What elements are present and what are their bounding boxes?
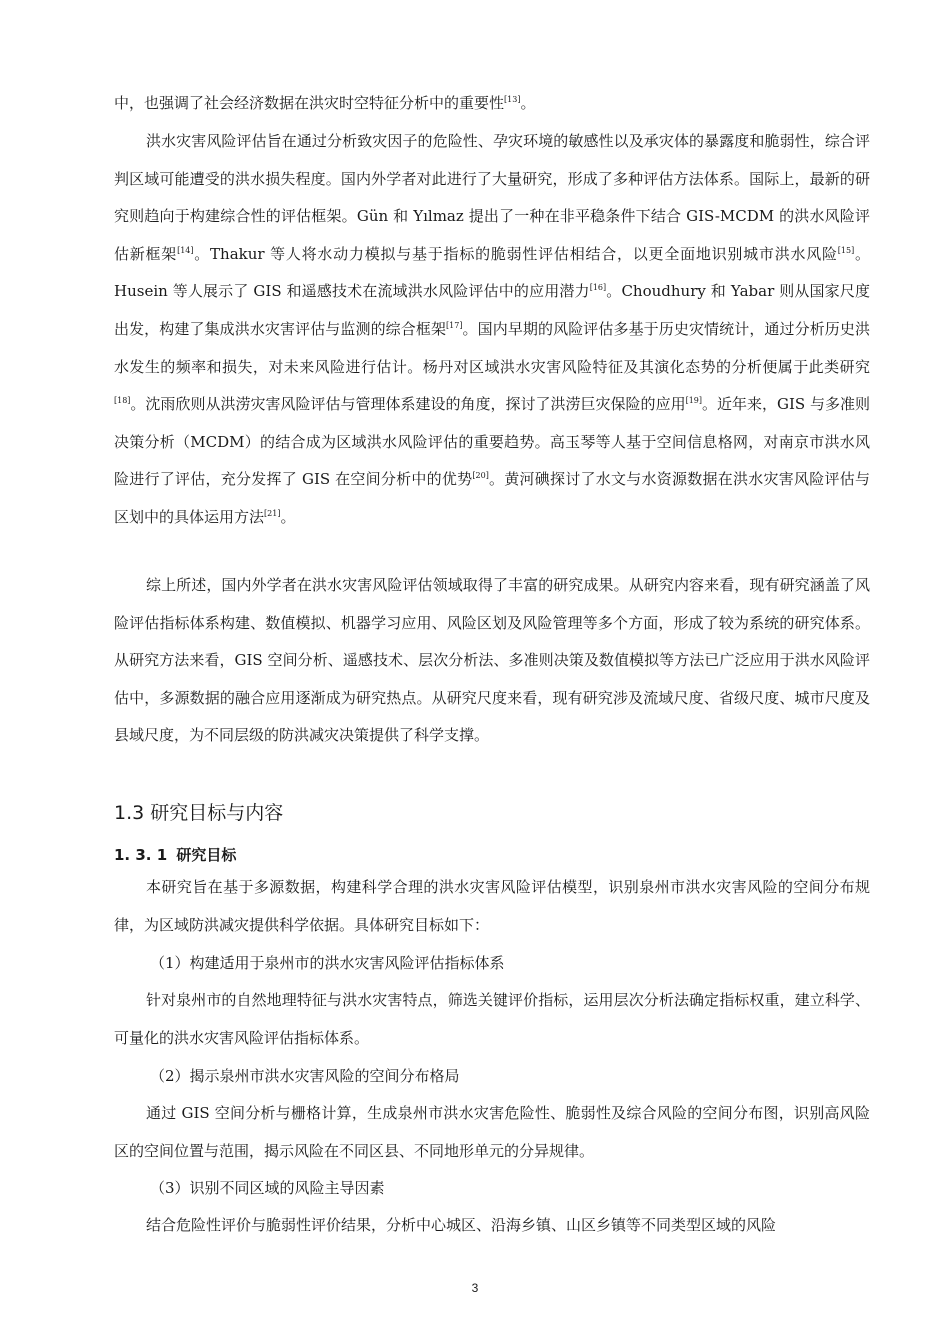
subsection-title: 研究目标 xyxy=(176,846,237,864)
citation-15: [15] xyxy=(837,245,855,255)
subsection-heading xyxy=(114,842,236,868)
objective-1-heading: （1）构建适用于泉州市的洪水灾害风险评估指标体系 xyxy=(150,954,505,972)
section-heading: 1.3 研究目标与内容 xyxy=(114,802,284,824)
objective-3-text: 结合危险性评价与脆弱性评价结果，分析中心城区、沿海乡镇、山区乡镇等不同类型区域的风险 xyxy=(146,1216,777,1234)
citation-19: [19] xyxy=(685,396,702,406)
citation-17: [17] xyxy=(446,320,463,330)
paragraph-objectives-intro: 本研究旨在基于多源数据，构建科学合理的洪水灾害风险评估模型，识别泉州市洪水灾害风险的空间分布规律，为区域防洪减灾提供科学依据。具体研究目标如下： xyxy=(114,878,870,934)
subsection-number: 1. 3. 1 xyxy=(114,846,168,864)
paragraph-summary: 综上所述，国内外学者在洪水灾害风险评估领域取得了丰富的研究成果。从研究内容来看，现有研究涵盖了风险评估指标体系构建、数值模拟、机器学习应用、风险区划及风险管理等多个方面，形成了较为系统的研究体系。从研究方法来看，GIS 空间分析、遥感技术、层次分析法、多准则决策及数值模拟等方法已广泛应用于洪水风险评估中，多源数据的融合应用逐渐成为研究热点。从研究尺度来看，现有研究涉及流域尺度、省级尺度、城市尺度及县域尺度，为不同层级的防洪减灾决策提供了科学支撑。 xyxy=(114,576,870,745)
citation-16: [16] xyxy=(589,283,607,293)
objective-2-text: 通过 GIS 空间分析与栅格计算，生成泉州市洪水灾害危险性、脆弱性及综合风险的空间分布图，识别高风险区的空间位置与范围，揭示风险在不同区县、不同地形单元的分异规律。 xyxy=(114,1104,870,1160)
citation-14: [14] xyxy=(177,245,194,255)
objective-2-heading: （2）揭示泉州市洪水灾害风险的空间分布格局 xyxy=(150,1067,460,1085)
citation-18: [18] xyxy=(114,396,131,406)
page-number: 3 xyxy=(471,1281,479,1295)
objective-3-heading: （3）识别不同区域的风险主导因素 xyxy=(150,1179,385,1197)
citation-20: [20] xyxy=(472,471,489,481)
citation-21: [21] xyxy=(264,508,281,518)
paragraph-literature-review: 洪水灾害风险评估旨在通过分析致灾因子的危险性、孕灾环境的敏感性以及承灾体的暴露度和脆弱性，综合评判区域可能遭受的洪水损失程度。国内外学者对此进行了大量研究，形成了多种评估方法体系。国际上，最新的研究则趋向于构建综合性的评估框架。Gün 和 Yılmaz 提出了一种在非平稳条件下结合 GIS-MCDM 的洪水风险评估新框架[14]。Thakur 等人将水动力模拟与基于指标的脆弱性评估相结合，以更全面地识别城市洪水风险[15]。Husein 等人展示了 GIS 和遥感技术在流域洪水风险评估中的应用潜力[16]。Choudhury 和 Yabar 则从国家尺度出发，构建了集成洪水灾害评估与监测的综合框架[17]。国内早期的风险评估多基于历史灾情统计，通过分析历史洪水发生的频率和损失，对未来风险进行估计。杨丹对区域洪水灾害风险特征及其演化态势的分析便属于此类研究[18]。沈雨欣则从洪涝灾害风险评估与管理体系建设的角度，探讨了洪涝巨灾保险的应用[19]。近年来，GIS 与多准则决策分析（MCDM）的结合成为区域洪水风险评估的重要趋势。高玉琴等人基于空间信息格网，对南京市洪水风险进行了评估，充分发挥了 GIS 在空间分析中的优势[20]。黄河碘探讨了水文与水资源数据在洪水灾害风险评估与区划中的具体运用方法[21]。 xyxy=(114,132,870,526)
citation-13: [13] xyxy=(504,95,521,104)
objective-1-text: 针对泉州市的自然地理特征与洪水灾害特点，筛选关键评价指标，运用层次分析法确定指标权重，建立科学、可量化的洪水灾害风险评估指标体系。 xyxy=(114,991,870,1047)
paragraph-continuation: 中，也强调了社会经济数据在洪灾时空特征分析中的重要性[13]。 xyxy=(114,94,536,112)
